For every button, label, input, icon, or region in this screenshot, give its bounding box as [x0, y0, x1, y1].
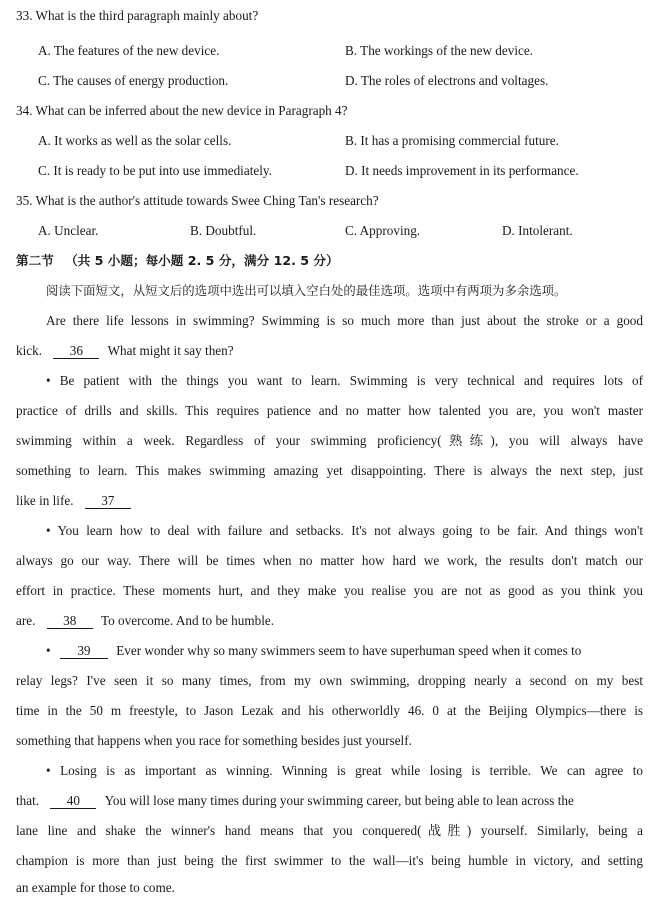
passage-line: • Losing is as important as winning. Winning is great while losing is terrible. We can agree to — [46, 763, 643, 778]
passage-line: an example for those to come. — [16, 880, 175, 895]
passage-line: relay legs? I've seen it so many times, from my own swimming, dropping nearly a second on my best — [16, 673, 643, 688]
blank-38: 38 — [47, 613, 93, 629]
section-instruction: 阅读下面短文，从短文后的选项中选出可以填入空白处的最佳选项。选项中有两项为多余选项。 — [46, 283, 567, 298]
q34-option-b: B. It has a promising commercial future. — [345, 133, 559, 148]
passage-line: Are there life lessons in swimming? Swimming is so much more than just about the stroke or a good — [46, 313, 643, 328]
passage-text: like in life. — [16, 493, 74, 508]
passage-text: are. — [16, 613, 36, 628]
passage-line — [16, 492, 131, 510]
passage-line: lane line and shake the winner's hand means that you conquered(战胜) yourself. Similarly, being a — [16, 823, 643, 838]
passage-line: • Be patient with the things you want to learn. Swimming is very technical and requires lots of — [46, 373, 643, 388]
passage-line: practice of drills and skills. This requires patience and no matter how talented you are, you won't master — [16, 403, 643, 418]
q35-option-d: D. Intolerant. — [502, 223, 573, 238]
section-header — [16, 252, 339, 270]
passage-line: always go our way. There will be times when no matter how hard we work, the results don't match our — [16, 553, 643, 568]
q33-option-b: B. The workings of the new device. — [345, 43, 533, 58]
bullet: • — [46, 643, 51, 658]
question-35-stem: 35. What is the author's attitude towards Swee Ching Tan's research? — [16, 193, 379, 208]
q35-option-a: A. Unclear. — [38, 223, 99, 238]
passage-line: something that happens when you race for something besides just yourself. — [16, 733, 412, 748]
q34-option-a: A. It works as well as the solar cells. — [38, 133, 232, 148]
passage-text: You will lose many times during your swimming career, but being able to lean across the — [104, 793, 574, 808]
q35-option-b: B. Doubtful. — [190, 223, 257, 238]
blank-39: 39 — [60, 643, 108, 659]
passage-line — [16, 792, 574, 810]
passage-line: effort in practice. These moments hurt, and they make you realise you are not as good as you think you — [16, 583, 643, 598]
q34-option-d: D. It needs improvement in its performance. — [345, 163, 579, 178]
passage-line: something to learn. This makes swimming amazing yet disappointing. There is always the next step, just — [16, 463, 643, 478]
q33-option-c: C. The causes of energy production. — [38, 73, 229, 88]
passage-line — [46, 642, 643, 660]
blank-37: 37 — [85, 493, 131, 509]
passage-line: champion is more than just being the first swimmer to the wall—it's being humble in victory, and setting — [16, 853, 643, 868]
passage-line — [16, 342, 234, 360]
passage-text: To overcome. And to be humble. — [101, 613, 275, 628]
section-title: 第二节 — [16, 253, 54, 268]
passage-line: • You learn how to deal with failure and setbacks. It's not always going to be fair. And things won't — [46, 523, 643, 538]
q33-option-d: D. The roles of electrons and voltages. — [345, 73, 549, 88]
passage-line: time in the 50 m freestyle, to Jason Lezak and his otherworldly 46. 0 at the Beijing Olympics—there is — [16, 703, 643, 718]
passage-text: that. — [16, 793, 40, 808]
blank-36: 36 — [53, 343, 99, 359]
passage-text: Ever wonder why so many swimmers seem to have superhuman speed when it comes to — [116, 643, 582, 658]
passage-line: swimming within a week. Regardless of your swimming proficiency(熟练), you will always have — [16, 433, 643, 448]
passage-line — [16, 612, 274, 630]
q34-option-c: C. It is ready to be put into use immediately. — [38, 163, 272, 178]
passage-text: What might it say then? — [107, 343, 234, 358]
passage-text: kick. — [16, 343, 43, 358]
blank-40: 40 — [50, 793, 96, 809]
question-33-stem: 33. What is the third paragraph mainly about? — [16, 8, 259, 23]
q33-option-a: A. The features of the new device. — [38, 43, 220, 58]
section-scoring-note: （共 5 小题；每小题 2. 5 分，满分 12. 5 分） — [65, 253, 339, 268]
question-34-stem: 34. What can be inferred about the new device in Paragraph 4? — [16, 103, 348, 118]
q35-option-c: C. Approving. — [345, 223, 421, 238]
